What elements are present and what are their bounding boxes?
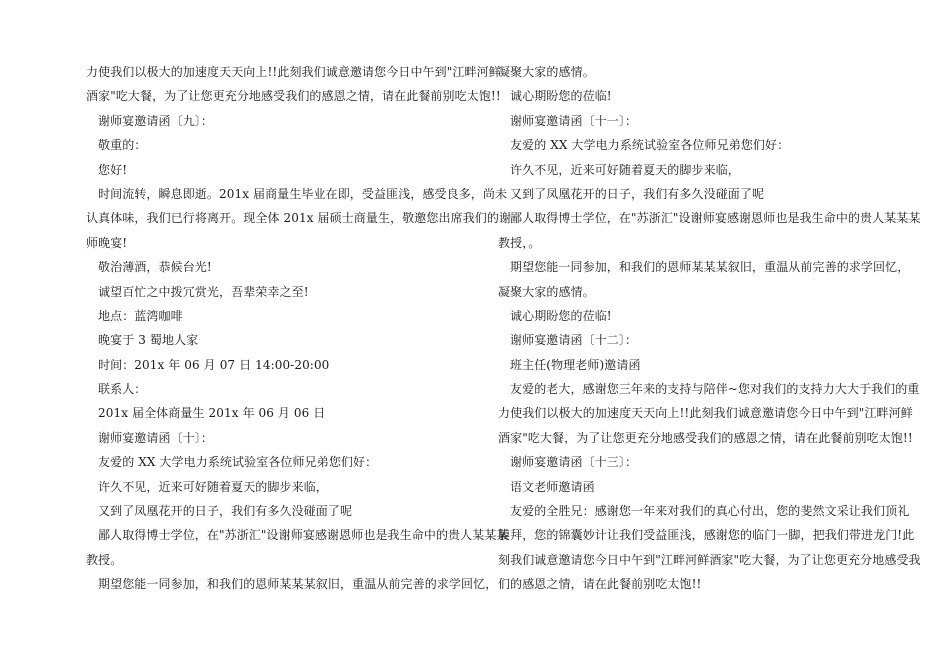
text-line: 鄙人取得博士学位，在"苏浙汇"设谢师宴感谢恩师也是我生命中的贵人某某某 [510, 211, 921, 226]
text-line: 力使我们以极大的加速度天天向上!!此刻我们诚意邀请您今日中午到"江畔河鲜 [86, 65, 501, 79]
text-line: 诚心期盼您的莅临! [510, 89, 612, 104]
left-text-column [86, 60, 512, 597]
text-line: 时间流转，瞬息即逝。201x 届商量生毕业在即，受益匪浅，感受良多，尚未 [98, 186, 508, 201]
text-line: 谢师宴邀请函〔十三〕： [510, 455, 638, 470]
text-line: 时间：201x 年 06 月 07 日 14:00-20:00 [98, 357, 330, 372]
text-line: 敬治薄酒，恭候台光! [98, 260, 212, 275]
text-line: 地点：蓝湾咖啡 [98, 308, 183, 323]
text-line: 许久不见，近来可好随着夏天的脚步来临， [98, 479, 328, 494]
text-line: 友爱的 XX 大学电力系统试验室各位师兄弟您们好： [98, 455, 378, 470]
text-line: 谢师宴邀请函〔十二〕： [510, 333, 638, 348]
text-line: 班主任(物理老师)邀请函 [510, 357, 641, 372]
text-line: 膜拜，您的锦囊妙计让我们受益匪浅，感谢您的临门一脚，把我们带进龙门!此 [498, 528, 915, 543]
text-line: 教授。 [86, 552, 123, 567]
text-line: 联系人： [98, 382, 147, 397]
text-line: 鄙人取得博士学位，在"苏浙汇"设谢师宴感谢恩师也是我生命中的贵人某某某 [98, 528, 509, 543]
text-line: 酒家"吃大餐，为了让您更充分地感受我们的感恩之情，请在此餐前别吃太饱!! [498, 430, 913, 445]
text-line: 们的感恩之情，请在此餐前别吃太饱!! [498, 577, 702, 592]
right-text-column [498, 60, 921, 597]
text-line: 语文老师邀请函 [510, 479, 595, 494]
text-line: 力使我们以极大的加速度天天向上!!此刻我们诚意邀请您今日中午到"江畔河鲜 [498, 406, 913, 421]
text-line: 凝聚大家的感情。 [498, 65, 595, 79]
text-line: 期望您能一同参加，和我们的恩师某某某叙旧，重温从前完善的求学回忆， [510, 260, 910, 275]
text-line: 诚望百忙之中拨冗赏光，吾辈荣幸之至! [98, 284, 309, 299]
text-line: 谢师宴邀请函〔十一〕： [510, 113, 638, 128]
text-line: 刻我们诚意邀请您今日中午到"江畔河鲜酒家"吃大餐，为了让您更充分地感受我 [498, 552, 921, 567]
text-line: 凝聚大家的感情。 [498, 284, 595, 299]
text-line: 期望您能一同参加，和我们的恩师某某某叙旧，重温从前完善的求学回忆， [98, 577, 498, 592]
text-line: 又到了凤凰花开的日子，我们有多久没碰面了呢 [98, 504, 353, 519]
text-line: 酒家"吃大餐，为了让您更充分地感受我们的感恩之情，请在此餐前别吃太饱!! [86, 89, 501, 104]
text-line: 认真体味，我们已行将离开。现全体 201x 届硕士商量生，敬邀您出席我们的谢 [86, 211, 512, 226]
text-line: 201x 届全体商量生 201x 年 06 月 06 日 [98, 406, 326, 421]
text-line: 又到了凤凰花开的日子，我们有多久没碰面了呢 [510, 186, 765, 201]
text-line: 友爱的 XX 大学电力系统试验室各位师兄弟您们好： [510, 138, 790, 153]
text-line: 师晚宴! [86, 235, 128, 250]
text-line: 友爱的全胜兄：感谢您一年来对我们的真心付出，您的斐然文采让我们顶礼 [510, 504, 910, 519]
text-line: 教授，。 [498, 235, 541, 250]
text-line: 晚宴于 3 蜀地人家 [98, 333, 199, 348]
text-line: 谢师宴邀请函〔九〕： [98, 113, 214, 128]
text-line: 友爱的老大，感谢您三年来的支持与陪伴~您对我们的支持力大大于我们的重 [510, 382, 920, 397]
text-line: 诚心期盼您的莅临! [510, 308, 612, 323]
text-line: 您好! [98, 162, 128, 177]
text-line: 许久不见，近来可好随着夏天的脚步来临， [510, 162, 740, 177]
text-line: 敬重的： [98, 138, 147, 153]
text-line: 谢师宴邀请函〔十〕： [98, 430, 214, 445]
